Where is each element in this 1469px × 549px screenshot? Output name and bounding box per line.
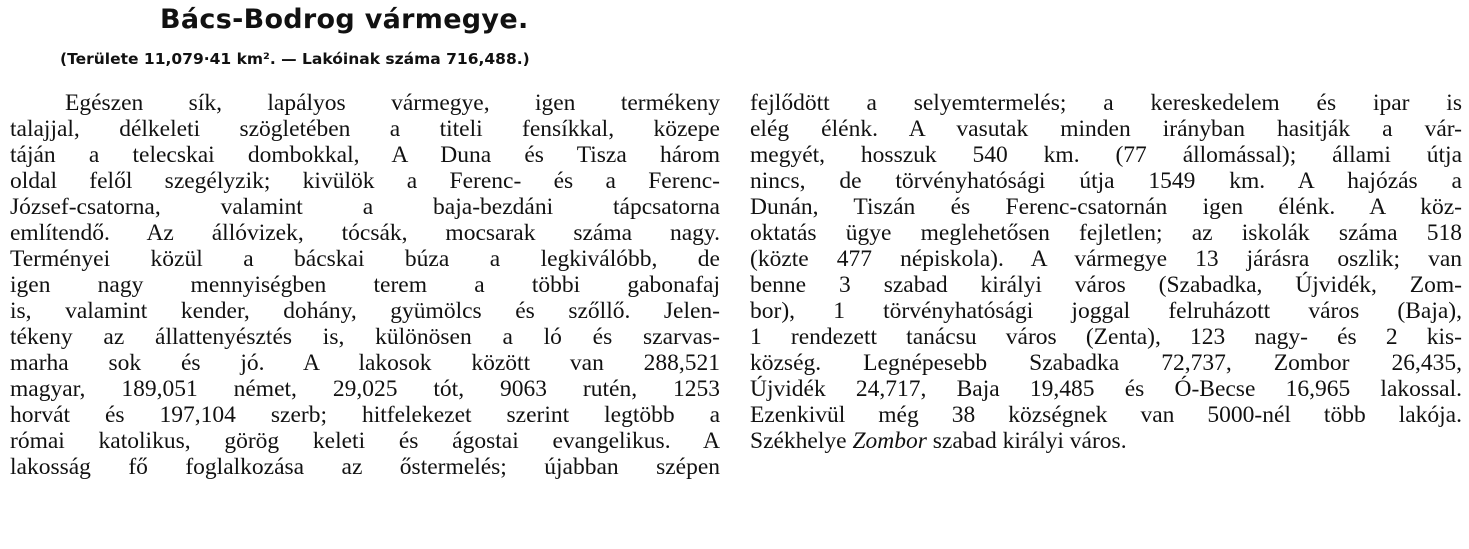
text-line: bor), 1 törvényhatósági joggal felruházott város (Baja),: [750, 298, 1462, 324]
text-line: Egészen sík, lapályos vármegye, igen termékeny: [65, 90, 720, 116]
text-line: római katolikus, görög keleti és ágostai evangelikus. A: [10, 428, 720, 454]
text-line: Ezenkivül még 38 községnek van 5000-nél több lakója.: [750, 402, 1462, 428]
page-title: Bács-Bodrog vármegye.: [160, 4, 529, 35]
right-text-column: [750, 90, 1462, 454]
text-line: József-csatorna, valamint a baja-bezdáni tápcsatorna: [10, 194, 720, 220]
text-line: fejlődött a selyemtermelés; a kereskedelem és ipar is: [750, 90, 1462, 116]
text-line: megyét, hosszuk 540 km. (77 állomással); állami útja: [750, 142, 1462, 168]
text-line: Dunán, Tiszán és Ferenc-csatornán igen élénk. A köz-: [750, 194, 1462, 220]
text-line: Újvidék 24,717, Baja 19,485 és Ó-Becse 16,965 lakossal.: [750, 376, 1462, 402]
text-line: oktatás ügye meglehetősen fejletlen; az iskolák száma 518: [750, 220, 1462, 246]
page-subtitle: (Területe 11,079·41 km². — Lakóinak száma 716,488.): [60, 50, 530, 68]
seat-city-name: Zombor: [852, 428, 927, 454]
text-line: horvát és 197,104 szerb; hitfelekezet szerint legtöbb a: [10, 402, 720, 428]
text-line: benne 3 szabad királyi város (Szabadka, Újvidék, Zom-: [750, 272, 1462, 298]
text-line: marha sok és jó. A lakosok között van 288,521: [10, 350, 720, 376]
text-line: magyar, 189,051 német, 29,025 tót, 9063 rutén, 1253: [10, 376, 720, 402]
text-line: község. Legnépesebb Szabadka 72,737, Zombor 26,435,: [750, 350, 1462, 376]
text-line: elég élénk. A vasutak minden irányban hasitják a vár-: [750, 116, 1462, 142]
text-line: oldal felől szegélyzik; kivülök a Ferenc- és a Ferenc-: [10, 168, 720, 194]
seat-suffix: szabad királyi város.: [926, 428, 1127, 454]
text-line: tékeny az állattenyésztés is, különösen a ló és szarvas-: [10, 324, 720, 350]
seat-prefix: Székhelye: [750, 428, 853, 454]
text-line: 1 rendezett tanácsu város (Zenta), 123 nagy- és 2 kis-: [750, 324, 1462, 350]
text-line: (közte 477 népiskola). A vármegye 13 járásra oszlik; van: [750, 246, 1462, 272]
text-line: lakosság fő foglalkozása az őstermelés; újabban szépen: [10, 454, 720, 480]
text-line: táján a telecskai dombokkal, A Duna és Tisza három: [10, 142, 720, 168]
text-line-last: [750, 428, 1462, 454]
text-line: talajjal, délkeleti szögletében a titeli fensíkkal, közepe: [10, 116, 720, 142]
text-line: is, valamint kender, dohány, gyümölcs és szőllő. Jelen-: [10, 298, 720, 324]
text-line: említendő. Az állóvizek, tócsák, mocsarak száma nagy.: [10, 220, 720, 246]
left-text-column: [10, 90, 720, 480]
text-line: Terményei közül a bácskai búza a legkiválóbb, de: [10, 246, 720, 272]
text-line: igen nagy mennyiségben terem a többi gabonafaj: [10, 272, 720, 298]
text-line: nincs, de törvényhatósági útja 1549 km. A hajózás a: [750, 168, 1462, 194]
